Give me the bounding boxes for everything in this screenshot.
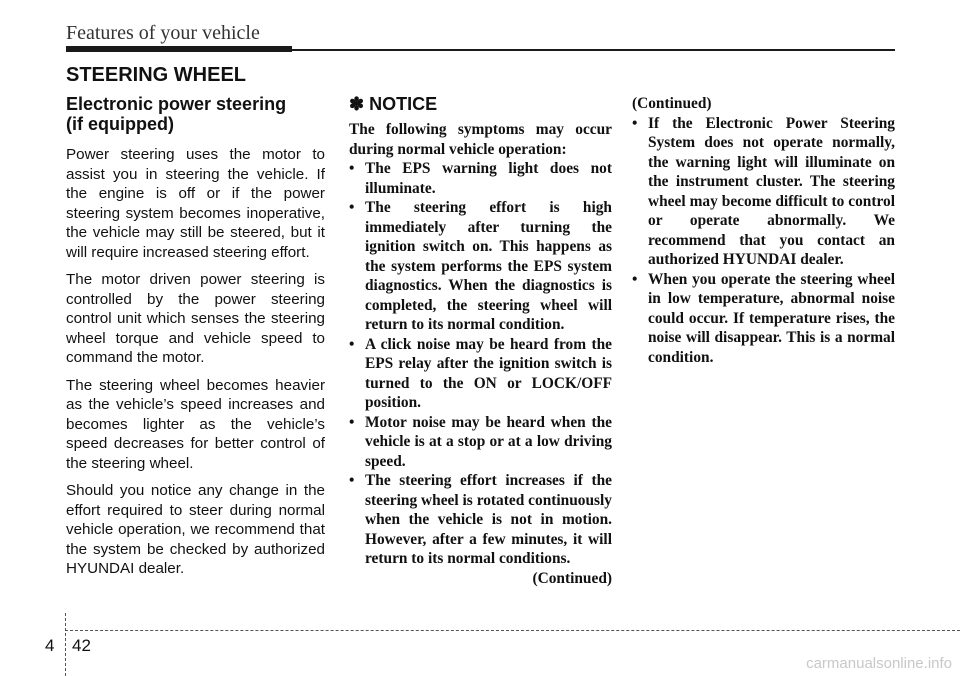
subsection-title-text: Electronic power steering (if equipped) — [66, 94, 287, 134]
section-title: STEERING WHEEL — [66, 64, 247, 86]
page-header-title: Features of your vehicle — [66, 22, 260, 44]
notice-bullet-list — [349, 159, 612, 569]
notice-bullet: • The steering effort is high immediately after turning the ignition switch on. This happens as the system performs the EPS system diagnostics. When the diagnostics is completed, the steering wheel will return to its normal condition. — [349, 198, 612, 335]
watermark: carmanualsonline.info — [806, 655, 952, 672]
notice-title: ✽ NOTICE — [349, 94, 438, 114]
header-rule-thin — [292, 49, 895, 51]
body-paragraph: Power steering uses the motor to assist you in steering the vehicle. If the engine is off or if the power steering system becomes inoperative, the vehicle may still be steered, but it will require increased steering effort. — [66, 146, 325, 261]
notice-bullet: • When you operate the steering wheel in low temperature, abnormal noise could occur. If temperature rises, the noise will disappear. This is a normal condition. — [632, 270, 895, 368]
body-paragraph: The motor driven power steering is controlled by the power steering control unit which senses the steering wheel torque and vehicle speed to command the motor. — [66, 271, 325, 366]
footer-horizontal-rule — [65, 630, 960, 631]
column-notice-continued — [632, 94, 895, 367]
notice-intro: The following symptoms may occur during normal vehicle operation: — [349, 121, 612, 158]
notice-bullet: • If the Electronic Power Steering System does not operate normally, the warning light will illuminate on the instrument cluster. The steering wheel may become difficult to control or operate abnormally. We recommend that you contact an authorized HYUNDAI dealer. — [632, 114, 895, 270]
notice-bullet: • Motor noise may be heard when the vehicle is at a stop or at a low driving speed. — [349, 413, 612, 472]
notice-bullet: • A click noise may be heard from the EPS relay after the ignition switch is turned to the ON or LOCK/OFF position. — [349, 335, 612, 413]
footer-vertical-rule — [65, 613, 66, 676]
continued-label: (Continued) — [532, 569, 612, 587]
column-notice — [349, 94, 612, 588]
body-paragraph: The steering wheel becomes heavier as the vehicle’s speed increases and becomes lighter as the vehicle’s speed decreases for better control of the steering wheel. — [66, 376, 325, 472]
column-eps-description — [66, 94, 325, 587]
notice-bullet-list — [632, 114, 895, 368]
header-rule-thick — [66, 46, 292, 52]
continued-label: (Continued) — [632, 95, 712, 112]
subsection-title — [66, 94, 325, 134]
body-paragraph: Should you notice any change in the effort required to steer during normal vehicle operation, we recommend that the system be checked by authorized HYUNDAI dealer. — [66, 482, 325, 577]
notice-bullet: • The EPS warning light does not illuminate. — [349, 159, 612, 198]
chapter-number: 4 — [45, 636, 55, 655]
notice-bullet: • The steering effort increases if the steering wheel is rotated continuously when the vehicle is not in motion. However, after a few minutes, it will return to its normal conditions. — [349, 471, 612, 569]
page-number: 42 — [72, 636, 91, 655]
